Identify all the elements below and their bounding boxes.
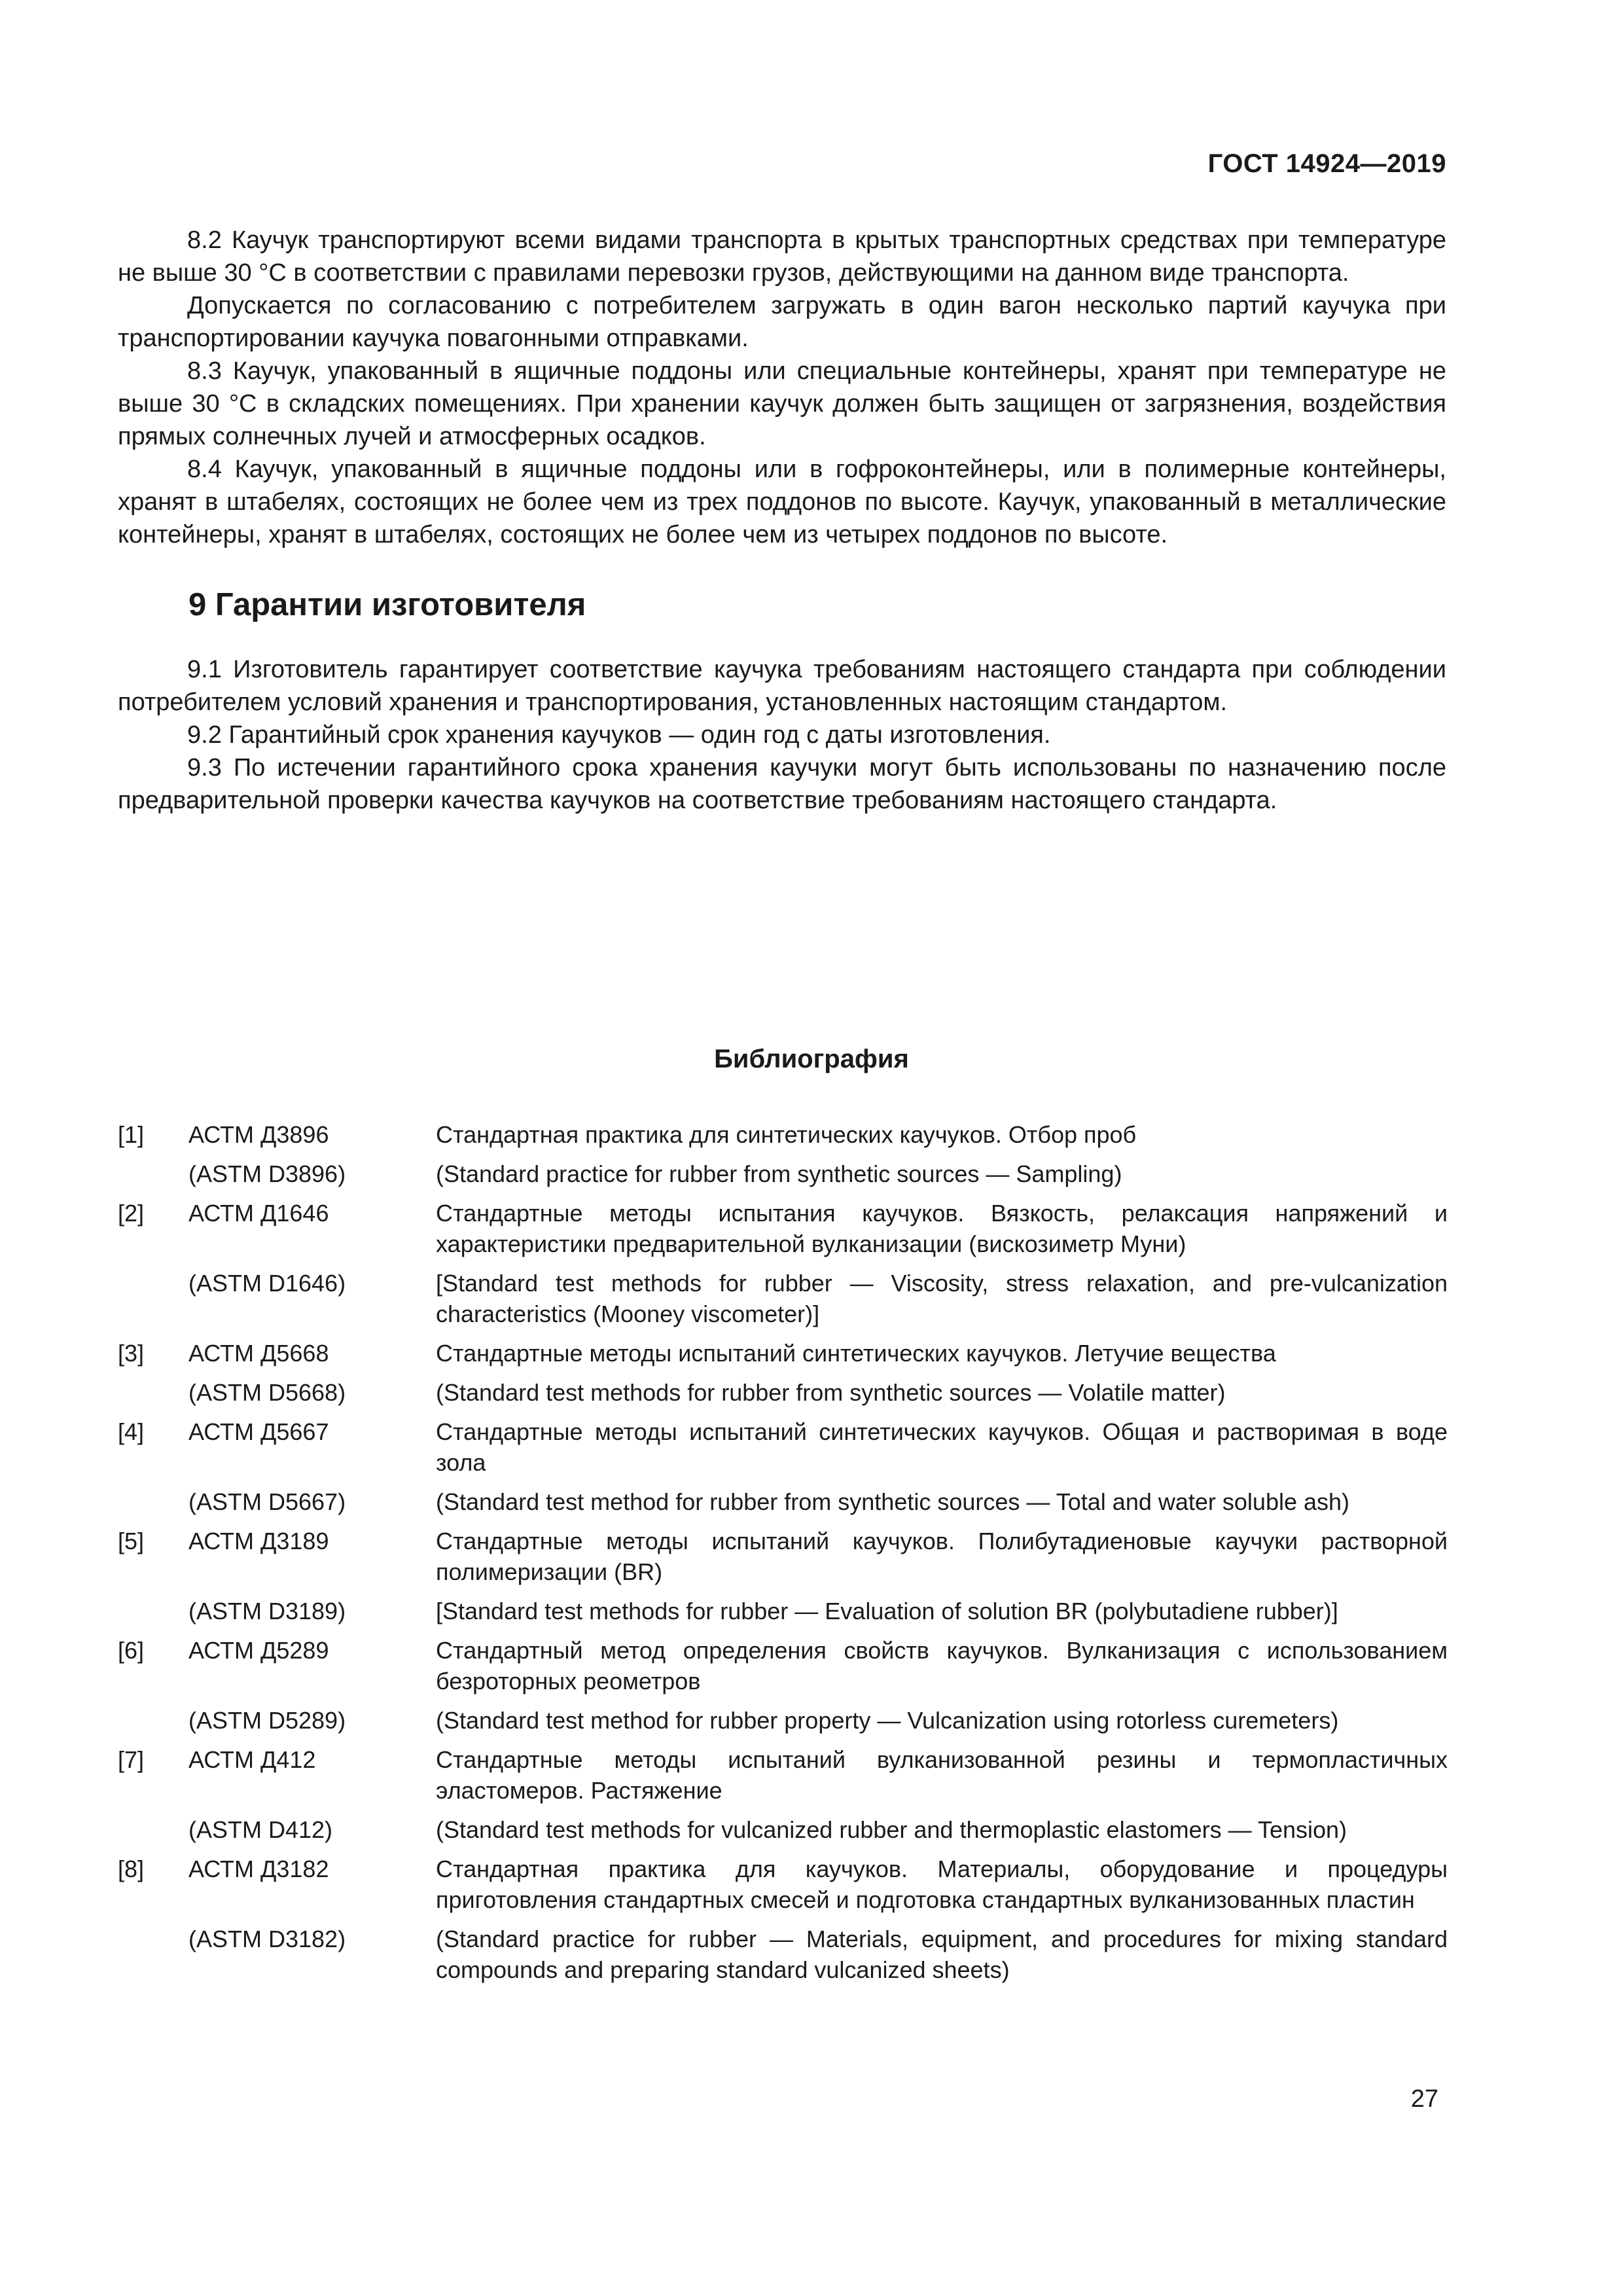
bibliography-row xyxy=(118,1814,1448,1854)
bibliography-number-empty xyxy=(118,1158,188,1198)
bibliography-row xyxy=(118,1854,1448,1924)
bibliography-row xyxy=(118,1338,1448,1377)
bibliography-code-en: (ASTM D5289) xyxy=(188,1707,346,1734)
bibliography-row xyxy=(118,1198,1448,1268)
bibliography-title-ru: Стандартный метод определения свойств каучуков. Вулканизация с использованием безроторных реометров xyxy=(436,1637,1448,1695)
bibliography-row xyxy=(118,1119,1448,1158)
bibliography-number-empty xyxy=(118,1924,188,1994)
bibliography-title-en: (Standard test methods for rubber from synthetic sources — Volatile matter) xyxy=(436,1379,1226,1406)
bibliography-row xyxy=(118,1924,1448,1994)
bibliography-number: [4] xyxy=(118,1418,145,1445)
bibliography-number: [6] xyxy=(118,1637,145,1664)
section-9-title: 9 Гарантии изготовителя xyxy=(188,587,586,622)
paragraph-8-2: 8.2 Каучук транспортируют всеми видами транспорта в крытых транспортных средствах при температуре не выше 30 °С в соответствии с правилами перевозки грузов, действующими на данном виде транспорта. xyxy=(118,226,1446,287)
bibliography-title-ru: Стандартная практика для каучуков. Материалы, оборудование и процедуры приготовления стандартных смесей и подготовка стандартных вулканизованных пластин xyxy=(436,1856,1448,1913)
document-code: ГОСТ 14924—2019 xyxy=(1207,149,1446,178)
bibliography-title: Библиография xyxy=(714,1045,909,1073)
paragraph-8-3: 8.3 Каучук, упакованный в ящичные поддоны или специальные контейнеры, хранят при температуре не выше 30 °С в складских помещениях. При хранении каучук должен быть защищен от загрязнения, воздействия прямых солнечных лучей и атмосферных осадков. xyxy=(118,357,1446,450)
bibliography-number: [7] xyxy=(118,1746,145,1773)
bibliography-row xyxy=(118,1526,1448,1596)
bibliography-code-en: (ASTM D5668) xyxy=(188,1379,346,1406)
bibliography-code-ru: АСТМ Д5289 xyxy=(188,1637,329,1664)
bibliography-title-ru: Стандартные методы испытаний вулканизованной резины и термопластичных эластомеров. Растяжение xyxy=(436,1746,1448,1804)
bibliography-code-en: (ASTM D3189) xyxy=(188,1598,346,1624)
page-number: 27 xyxy=(1410,2085,1438,2113)
bibliography-number: [3] xyxy=(118,1340,145,1367)
bibliography-title-en: (Standard practice for rubber — Materials, equipment, and procedures for mixing standard compounds and preparing standard vulcanized sheets) xyxy=(436,1926,1448,1983)
bibliography-title-en: (Standard test method for rubber from synthetic sources — Total and water soluble ash) xyxy=(436,1488,1350,1515)
bibliography-title-ru: Стандартные методы испытаний синтетических каучуков. Летучие вещества xyxy=(436,1340,1276,1367)
bibliography-code-en: (ASTM D1646) xyxy=(188,1270,346,1297)
bibliography-number-empty xyxy=(118,1814,188,1854)
bibliography-code-ru: АСТМ Д5668 xyxy=(188,1340,329,1367)
main-text xyxy=(118,224,1446,817)
bibliography-title-en: (Standard test methods for vulcanized rubber and thermoplastic elastomers — Tension) xyxy=(436,1816,1347,1843)
bibliography-row xyxy=(118,1377,1448,1416)
bibliography-number-empty xyxy=(118,1486,188,1526)
paragraph-9-1: 9.1 Изготовитель гарантирует соответствие каучука требованиям настоящего стандарта при соблюдении потребителем условий хранения и транспортирования, установленных настоящим стандартом. xyxy=(118,656,1446,716)
bibliography-number-empty xyxy=(118,1377,188,1416)
bibliography-row xyxy=(118,1705,1448,1744)
bibliography-table xyxy=(118,1119,1448,1994)
paragraph-8-4: 8.4 Каучук, упакованный в ящичные поддоны или в гофроконтейнеры, или в полимерные контейнеры, хранят в штабелях, состоящих не более чем из трех поддонов по высоте. Каучук, упакованный в металлические контейнеры, хранят в штабелях, состоящих не более чем из четырех поддонов по высоте. xyxy=(118,456,1446,548)
bibliography-title-en: [Standard test methods for rubber — Viscosity, stress relaxation, and pre-vulcanization characteristics (Mooney viscometer)] xyxy=(436,1270,1448,1327)
bibliography-number-empty xyxy=(118,1596,188,1635)
bibliography-number: [5] xyxy=(118,1528,145,1554)
bibliography-row xyxy=(118,1158,1448,1198)
bibliography-number: [2] xyxy=(118,1200,145,1227)
bibliography-row xyxy=(118,1635,1448,1705)
bibliography-code-ru: АСТМ Д3182 xyxy=(188,1856,329,1882)
bibliography-code-en: (ASTM D412) xyxy=(188,1816,333,1843)
bibliography-code-ru: АСТМ Д1646 xyxy=(188,1200,329,1227)
bibliography-number-empty xyxy=(118,1705,188,1744)
bibliography-code-en: (ASTM D3182) xyxy=(188,1926,346,1952)
bibliography-row xyxy=(118,1596,1448,1635)
bibliography-row xyxy=(118,1744,1448,1814)
bibliography-number: [1] xyxy=(118,1121,145,1148)
bibliography-title-ru: Стандартные методы испытаний синтетических каучуков. Общая и растворимая в воде зола xyxy=(436,1418,1448,1476)
paragraph-9-3: 9.3 По истечении гарантийного срока хранения каучуки могут быть использованы по назначению после предварительной проверки качества каучуков на соответствие требованиям настоящего стандарта. xyxy=(118,754,1446,814)
bibliography-code-ru: АСТМ Д3896 xyxy=(188,1121,329,1148)
bibliography-title-ru: Стандартные методы испытаний каучуков. Полибутадиеновые каучуки растворной полимеризации (BR) xyxy=(436,1528,1448,1585)
bibliography-number-empty xyxy=(118,1268,188,1338)
bibliography-row xyxy=(118,1268,1448,1338)
bibliography-code-en: (ASTM D5667) xyxy=(188,1488,346,1515)
bibliography-code-ru: АСТМ Д3189 xyxy=(188,1528,329,1554)
bibliography-number: [8] xyxy=(118,1856,145,1882)
bibliography-row xyxy=(118,1486,1448,1526)
bibliography-title-ru: Стандартные методы испытания каучуков. Вязкость, релаксация напряжений и характеристики предварительной вулканизации (вискозиметр Муни) xyxy=(436,1200,1448,1257)
bibliography-code-ru: АСТМ Д5667 xyxy=(188,1418,329,1445)
bibliography-code-en: (ASTM D3896) xyxy=(188,1160,346,1187)
bibliography-title-en: [Standard test methods for rubber — Evaluation of solution BR (polybutadiene rubber)] xyxy=(436,1598,1338,1624)
bibliography-title-ru: Стандартная практика для синтетических каучуков. Отбор проб xyxy=(436,1121,1137,1148)
paragraph-9-2: 9.2 Гарантийный срок хранения каучуков — один год с даты изготовления. xyxy=(187,721,1051,749)
bibliography-row xyxy=(118,1416,1448,1486)
bibliography-title-en: (Standard practice for rubber from synthetic sources — Sampling) xyxy=(436,1160,1122,1187)
bibliography-title-en: (Standard test method for rubber property — Vulcanization using rotorless curemeters) xyxy=(436,1707,1339,1734)
bibliography-code-ru: АСТМ Д412 xyxy=(188,1746,316,1773)
paragraph-8-2-addendum: Допускается по согласованию с потребителем загружать в один вагон несколько партий каучука при транспортировании каучука повагонными отправками. xyxy=(118,292,1446,352)
